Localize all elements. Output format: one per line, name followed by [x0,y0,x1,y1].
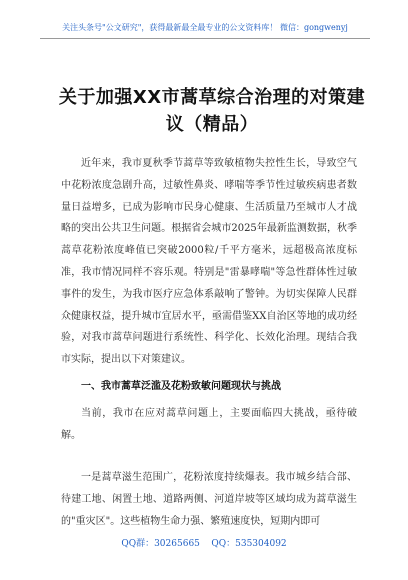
section-paragraph: 一是蒿草滋生范围广，花粉浓度持续爆表。我市城乡结合部、待建工地、闲置土地、道路两侧、河道岸坡等区域均成为蒿草滋生的"重灾区"。这些植物生命力强、繁殖速度快，短期内即可 [61,472,357,527]
footer-qq: QQ：535304092 [211,539,287,549]
document-title: 关于加强XX市蒿草综合治理的对策建议（精品） [58,87,366,135]
intro-paragraph: 近年来，我市夏秋季节蒿草等致敏植物失控性生长，导致空气中花粉浓度急剧升高，过敏性鼻炎、哮喘等季节性过敏疾病患者数量日益增多，已成为影响市民身心健康、生活质量乃至城市人才战略的突出公共卫生问题。根据省会城市2025年最新监测数据，秋季蒿草花粉浓度峰值已突破2000粒/千平方毫米，远超极高浓度标准，我市情况同样不容乐观。特别是"雷暴哮喘"等急性群体性过敏事件的发生，为我市医疗应急体系敲响了警钟。为切实保障人民群众健康权益，提升城市宜居水平，亟需借鉴XX自治区等地的成功经验，对我市蒿草问题进行系统性、科学化、长效化治理。现结合我市实际，提出以下对策建议。 [61,158,357,366]
footer-qq-group: QQ群：30265665 [121,539,200,549]
section-heading: 一、我市蒿草泛滥及花粉致敏问题现状与挑战 [81,381,281,392]
section-paragraph: 当前，我市在应对蒿草问题上，主要面临四大挑战，亟待破解。 [61,408,357,441]
promo-banner: 关注头条号"公文研究"，获得最新最全最专业的公文资料库！ 微信：gongwenyj [62,23,348,32]
header-divider [40,38,370,39]
footer-contact [0,538,408,550]
